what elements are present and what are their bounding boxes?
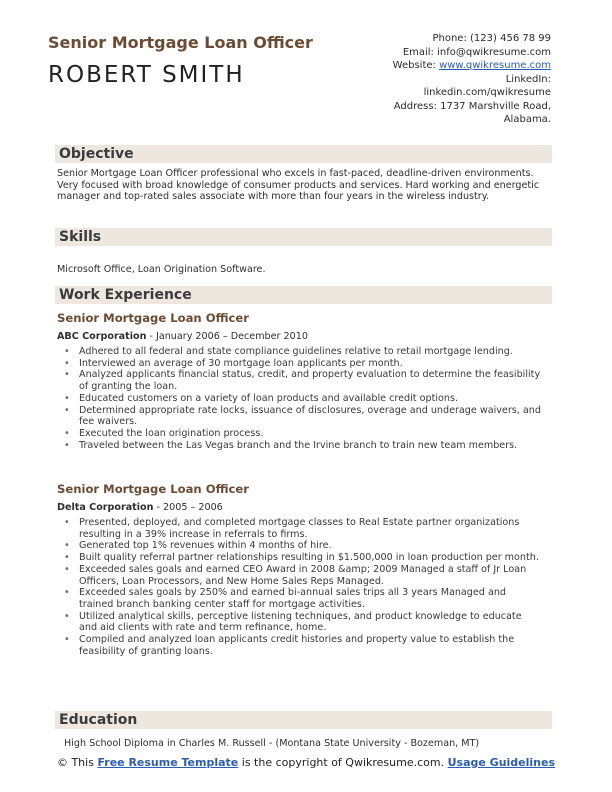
job-title: Senior Mortgage Loan Officer <box>57 311 249 325</box>
job-company-line <box>57 331 308 342</box>
list-item: • Executed the loan origination process. <box>57 428 542 440</box>
usage-guidelines-link[interactable]: Usage Guidelines <box>447 756 556 769</box>
address-line2: Alabama. <box>503 114 551 125</box>
email-value: info@qwikresume.com <box>437 46 551 58</box>
candidate-name: ROBERT SMITH <box>48 62 245 88</box>
contact-block <box>291 32 551 127</box>
skills-text: Microsoft Office, Loan Origination Software. <box>57 264 266 275</box>
list-item: • Determined appropriate rate locks, issuance of disclosures, overage and underage waivers, and fee waivers. <box>57 405 542 428</box>
contact-linkedin-value: linkedin.com/qwikresume <box>423 87 551 98</box>
list-item: • Analyzed applicants financial status, credit, and property evaluation to determine the feasibility of granting the loan. <box>57 369 542 392</box>
job-company-line <box>57 502 223 513</box>
footer-middle: is the copyright of Qwikresume.com. <box>238 756 448 769</box>
company-name: Delta Corporation <box>57 502 154 513</box>
job-bullets <box>57 346 542 451</box>
list-item: • Exceeded sales goals by 250% and earned bi-annual sales trips all 3 years Managed and trained branch banking center staff for mortgage activities. <box>57 587 542 610</box>
job-dates: - January 2006 – December 2010 <box>146 331 308 342</box>
list-item: • Exceeded sales goals and earned CEO Award in 2008 &amp; 2009 Managed a staff of Jr Loan Officers, Loan Processors, and New Home Sales Reps Managed. <box>57 564 542 587</box>
company-name: ABC Corporation <box>57 331 147 342</box>
resume-job-title: Senior Mortgage Loan Officer <box>48 33 313 52</box>
list-item: • Presented, deployed, and completed mortgage classes to Real Estate partner organizations resulting in a 39% increase in referrals to firms. <box>57 517 542 540</box>
objective-text: Senior Mortgage Loan Officer professional who excels in fast-paced, deadline-driven environments. Very focused with broad knowledge of consumer products and services. Hard working and energetic manager and top-rated sales associate with more than four years in the wireless industry. <box>57 168 540 203</box>
job-title: Senior Mortgage Loan Officer <box>57 482 249 496</box>
website-label: Website: <box>392 60 436 71</box>
email-label: Email: <box>402 46 434 58</box>
phone-label: Phone: <box>432 33 467 44</box>
contact-phone <box>291 32 551 46</box>
contact-website <box>291 59 551 73</box>
list-item: • Utilized analytical skills, perceptive listening techniques, and product knowledge to educate and aid clients with rate and term refinance, home. <box>57 611 542 634</box>
list-item: • Built quality referral partner relationships resulting in $1.500,000 in loan production per month. <box>57 552 542 564</box>
list-item: • Interviewed an average of 30 mortgage loan applicants per month. <box>57 358 542 370</box>
website-link[interactable]: www.qwikresume.com <box>439 60 551 71</box>
contact-linkedin-label: LinkedIn: <box>505 73 551 85</box>
address-line1: 1737 Marshville Road, <box>440 100 551 112</box>
phone-value: (123) 456 78 99 <box>470 33 551 44</box>
contact-address <box>291 100 551 114</box>
list-item: • Generated top 1% revenues within 4 months of hire. <box>57 540 542 552</box>
objective-heading: Objective <box>55 145 552 163</box>
copyright-footer <box>0 756 612 770</box>
work-experience-heading: Work Experience <box>55 286 552 304</box>
address-label: Address: <box>393 100 437 112</box>
list-item: • Adhered to all federal and state compliance guidelines relative to retail mortgage lending. <box>57 346 542 358</box>
education-text: High School Diploma in Charles M. Russell - (Montana State University - Bozeman, MT) <box>64 738 480 749</box>
skills-heading: Skills <box>55 228 552 246</box>
education-heading: Education <box>55 711 552 729</box>
list-item: • Traveled between the Las Vegas branch and the Irvine branch to train new team members. <box>57 440 542 452</box>
job-bullets <box>57 517 542 657</box>
footer-prefix: © This <box>56 756 98 769</box>
list-item: • Educated customers on a variety of loan products and available credit options. <box>57 393 542 405</box>
free-resume-template-link[interactable]: Free Resume Template <box>97 756 239 769</box>
list-item: • Compiled and analyzed loan applicants credit histories and property value to establish the feasibility of granting loans. <box>57 634 542 657</box>
job-dates: - 2005 – 2006 <box>153 502 223 513</box>
contact-email <box>291 46 551 60</box>
